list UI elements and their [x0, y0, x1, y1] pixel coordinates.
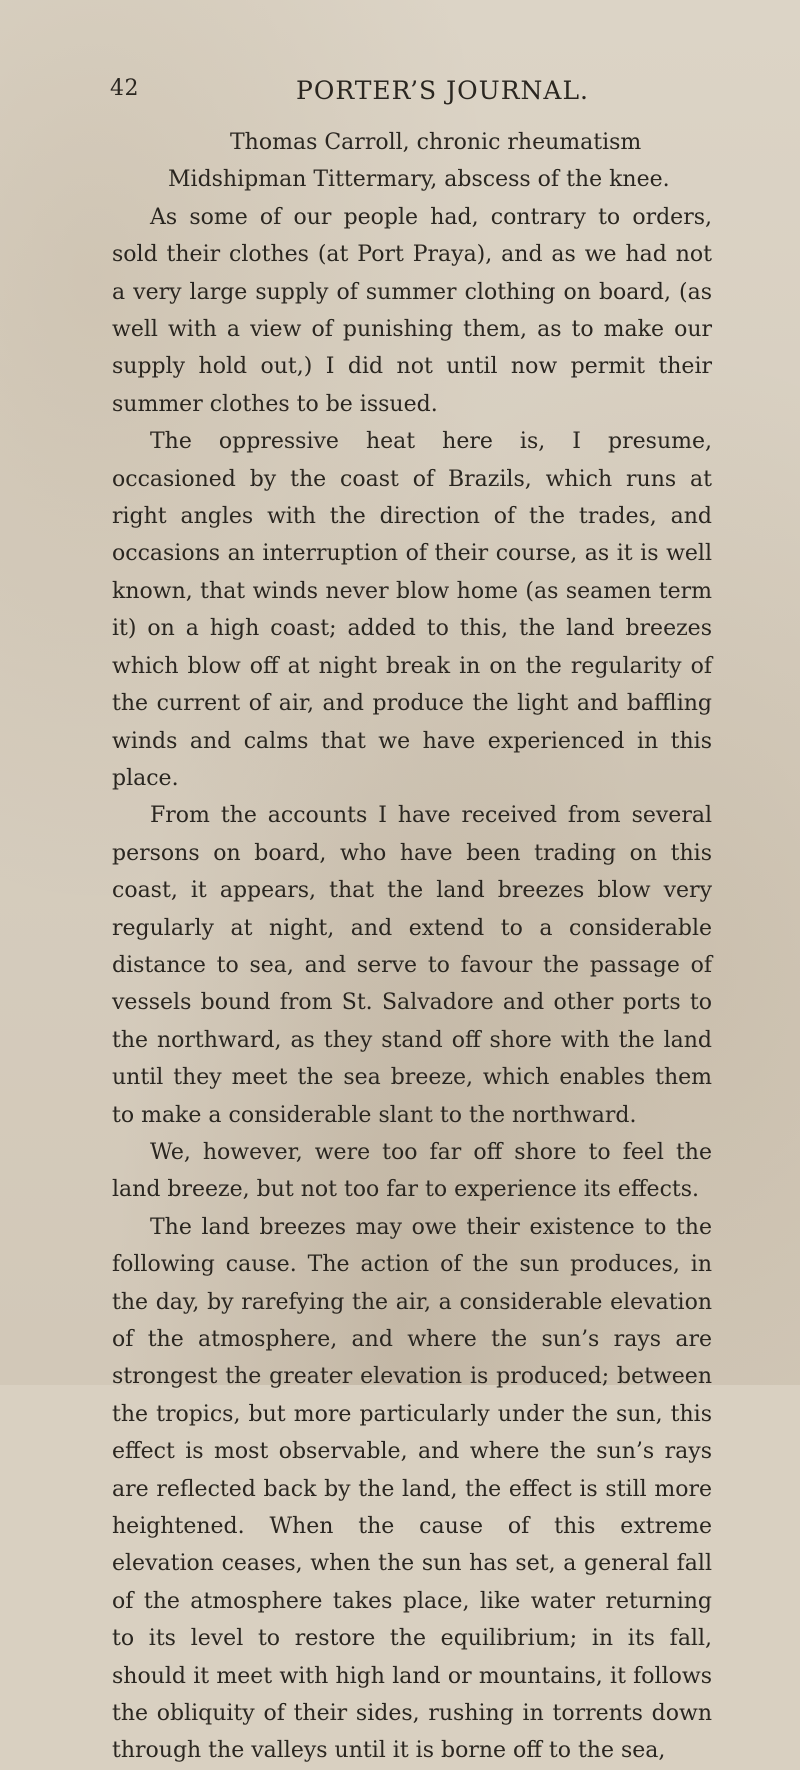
paragraph: The land breezes may owe their existence to the following cause. The action of the sun produces, in the day, by rarefying the air, a considerable elevation of the atmosphere, and where the sun’s rays are strongest the greater elevation is produced; between the tropics, but more particularly under the sun, this effect is most observable, and where the sun’s rays are reflected back by the land, the effect is still more heightened. When the cause of this extreme elevation ceases, when the sun has set, a general fall of the atmosphere takes place, like water returning to its level to restore the equilibrium; in its fall, should it meet with high land or mountains, it follows the obliquity of their sides, rushing in torrents down through the valleys until it is borne off to the sea, — [112, 1214, 712, 1764]
sick-list-entry: Thomas Carroll, chronic rheumatism — [230, 130, 642, 155]
page-number: 42 — [110, 76, 139, 101]
sick-list-entry: Midshipman Tittermary, abscess of the knee. — [168, 167, 670, 193]
paragraph: As some of our people had, contrary to orders, sold their clothes (at Port Praya), and as we had not a very large supply of summer clothing on board, (as well with a view of punishing them, as to make our supply hold out,) I did not until now permit their summer clothes to be issued. — [112, 204, 712, 417]
running-head: PORTER’S JOURNAL. — [296, 76, 589, 105]
body-text — [112, 124, 712, 1770]
paragraph: We, however, were too far off shore to feel the land breeze, but not too far to experience its effects. — [112, 1139, 712, 1203]
page-header — [110, 76, 710, 116]
paragraph: From the accounts I have received from several persons on board, who have been trading on this coast, it appears, that the land breezes blow very regularly at night, and extend to a considerable distance to sea, and serve to favour the passage of vessels bound from St. Salvadore and other ports to the northward, as they stand off shore with the land until they meet the sea breeze, which enables them to make a considerable slant to the northward. — [112, 803, 712, 1128]
paragraph: The oppressive heat here is, I presume, occasioned by the coast of Brazils, which runs at right angles with the direction of the trades, and occasions an interruption of their course, as it is well known, that winds never blow home (as seamen term it) on a high coast; added to this, the land breezes which blow off at night break in on the regularity of the current of air, and produce the light and baffling winds and calms that we have experienced in this place. — [112, 429, 712, 791]
